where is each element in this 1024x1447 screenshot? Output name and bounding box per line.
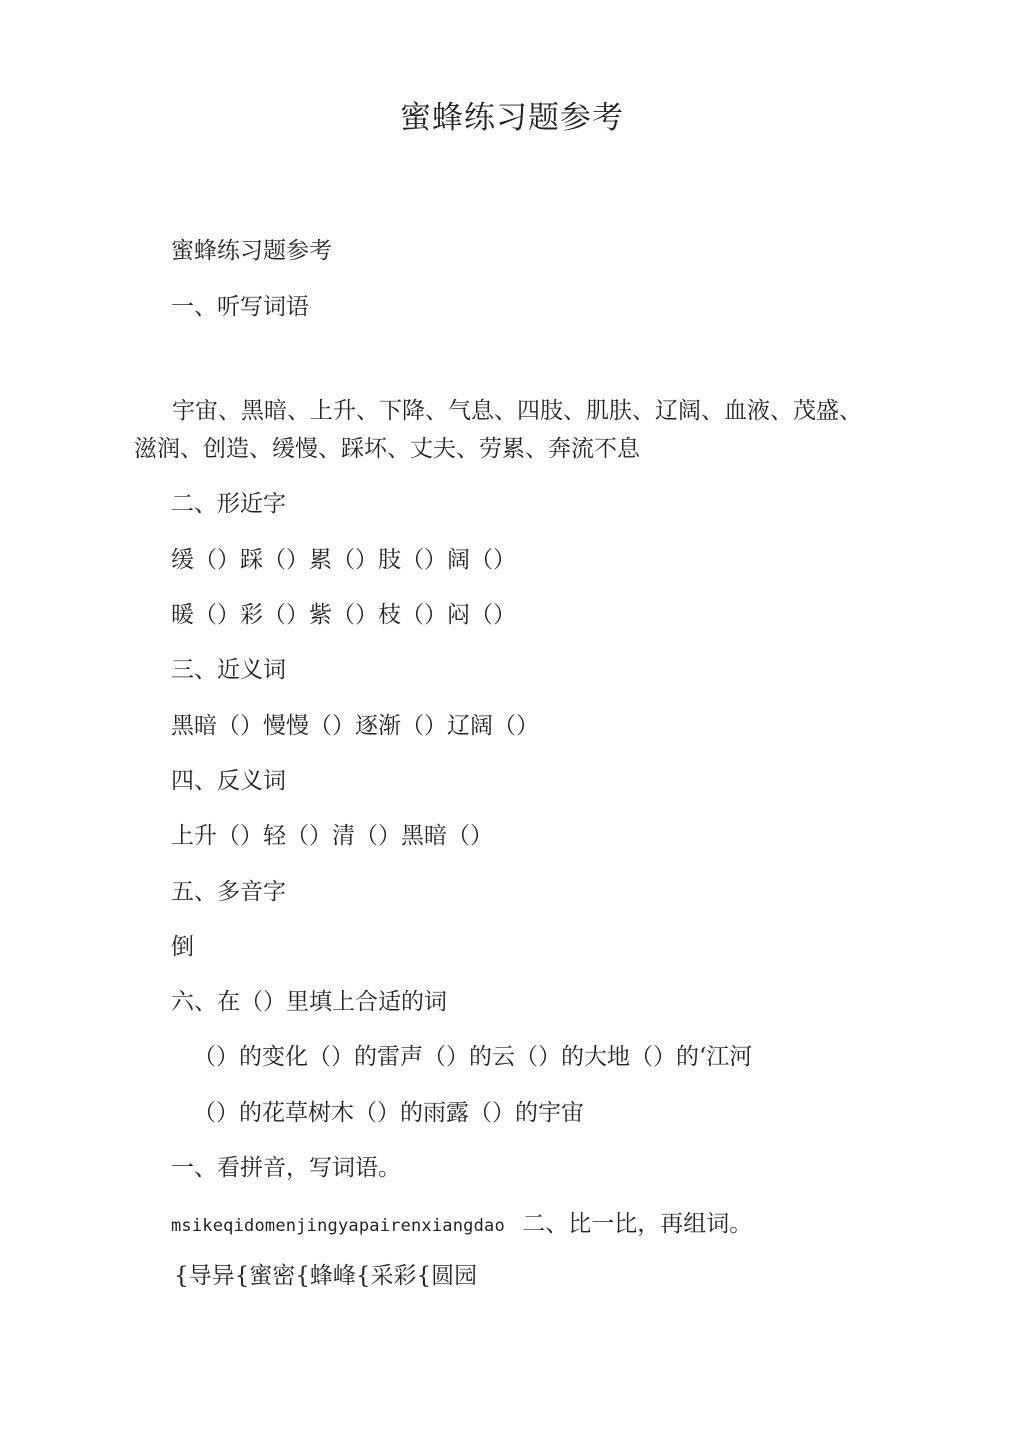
pinyin-text: msikeqidomenjingyapairenxiangdao: [171, 1216, 505, 1236]
similar-chars-row-2: 暖（）彩（）紫（）枝（）闷（）: [171, 602, 516, 628]
similar-chars-row-1: 缓（）踩（）累（）肢（）阔（）: [171, 547, 516, 573]
synonyms-row: 黑暗（）慢慢（）逐渐（）辽阔（）: [171, 713, 539, 739]
section-heading-antonyms: 四、反义词: [171, 768, 286, 794]
section-heading-compare: 二、比一比，再组词。: [522, 1211, 753, 1237]
section-heading-polyphones: 五、多音字: [171, 879, 286, 905]
antonyms-row: 上升（）轻（）清（）黑暗（）: [171, 823, 493, 849]
compare-chars-row: {导异{蜜密{蜂峰{采彩{圆园: [174, 1263, 478, 1289]
fill-in-row-2: （）的花草树木（）的雨露（）的宇宙: [193, 1100, 584, 1126]
section-heading-similar-chars: 二、形近字: [171, 491, 286, 517]
section-heading-dictation: 一、听写词语: [171, 294, 309, 320]
polyphone-char: 倒: [171, 934, 194, 960]
dictation-word-list: 宇宙、黑暗、上升、下降、气息、四肢、肌肤、辽阔、血液、茂盛、滋润、创造、缓慢、踩坏、丈夫、劳累、奔流不息: [134, 398, 862, 462]
section-heading-pinyin: 一、看拼音，写词语。: [171, 1155, 401, 1181]
fill-in-row-1: （）的变化（）的雷声（）的云（）的大地（）的‘江河: [193, 1044, 753, 1070]
pinyin-line: [171, 1209, 752, 1241]
document-subtitle: 蜜蜂练习题参考: [171, 238, 332, 264]
section-heading-synonyms: 三、近义词: [171, 657, 286, 683]
section-heading-fill-in: 六、在（）里填上合适的词: [171, 989, 447, 1015]
page-title: 蜜蜂练习题参考: [400, 100, 624, 136]
